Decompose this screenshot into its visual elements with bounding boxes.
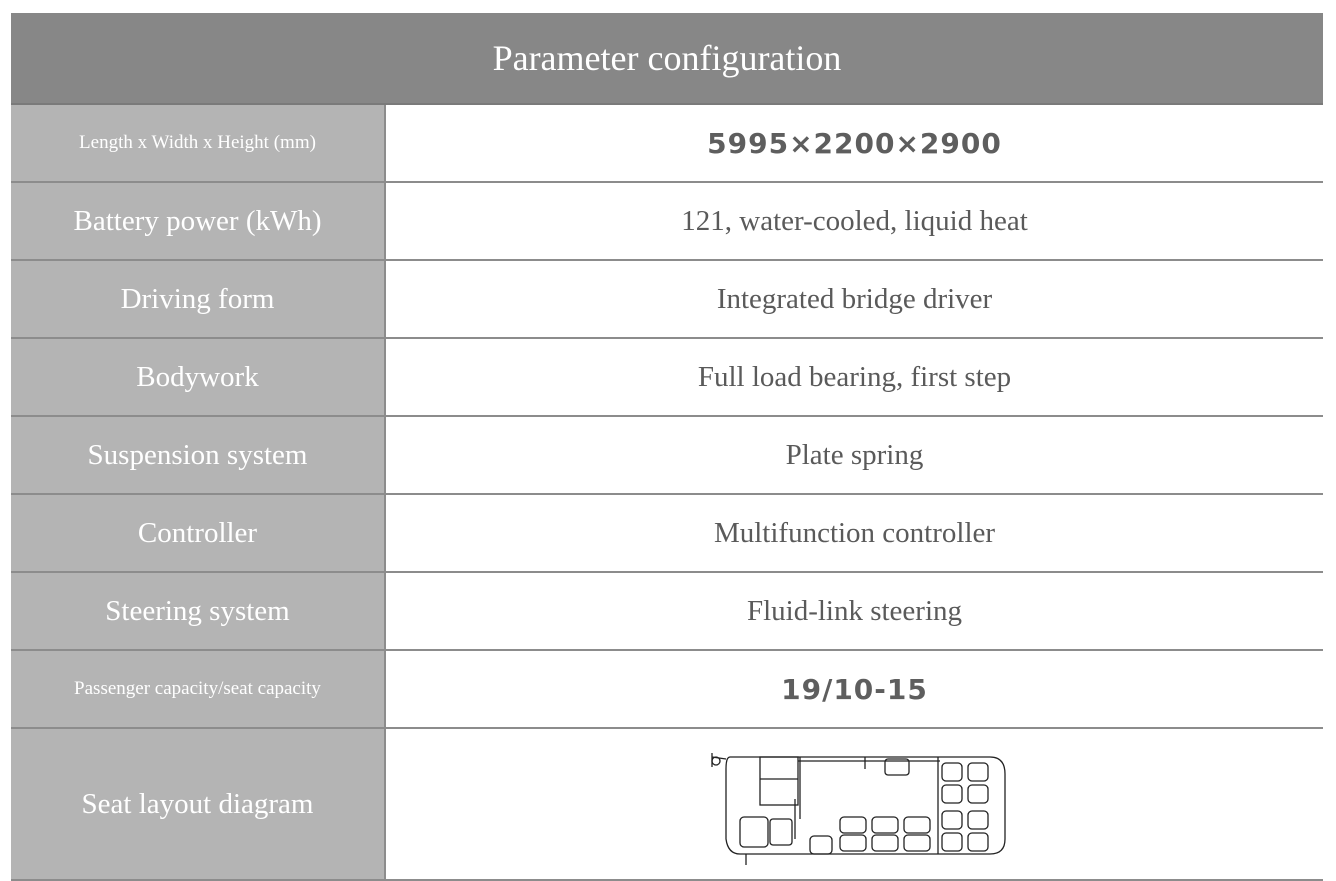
row-label-dimensions: Length x Width x Height (mm) xyxy=(11,105,386,181)
table-title: Parameter configuration xyxy=(11,13,1323,105)
table-row xyxy=(11,105,1323,183)
row-value-driving-form: Integrated bridge driver xyxy=(386,261,1323,337)
row-label-driving-form: Driving form xyxy=(11,261,386,337)
row-value-dimensions: 5995×2200×2900 xyxy=(386,105,1323,181)
row-value-battery: 121, water-cooled, liquid heat xyxy=(386,183,1323,259)
table-row xyxy=(11,495,1323,573)
seat-layout-diagram xyxy=(700,739,1010,869)
row-label-capacity: Passenger capacity/seat capacity xyxy=(11,651,386,727)
table-row xyxy=(11,183,1323,261)
row-value-controller: Multifunction controller xyxy=(386,495,1323,571)
seat-layout-cell xyxy=(386,729,1323,879)
table-row xyxy=(11,339,1323,417)
row-label-battery: Battery power (kWh) xyxy=(11,183,386,259)
row-label-controller: Controller xyxy=(11,495,386,571)
row-value-capacity: 19/10-15 xyxy=(386,651,1323,727)
table-row xyxy=(11,651,1323,729)
row-label-seat-layout: Seat layout diagram xyxy=(11,729,386,879)
row-value-steering: Fluid-link steering xyxy=(386,573,1323,649)
table-row xyxy=(11,261,1323,339)
row-value-bodywork: Full load bearing, first step xyxy=(386,339,1323,415)
row-value-suspension: Plate spring xyxy=(386,417,1323,493)
table-row xyxy=(11,417,1323,495)
row-label-bodywork: Bodywork xyxy=(11,339,386,415)
table-row xyxy=(11,573,1323,651)
row-label-steering: Steering system xyxy=(11,573,386,649)
table-row xyxy=(11,729,1323,881)
parameter-table xyxy=(11,13,1323,881)
row-label-suspension: Suspension system xyxy=(11,417,386,493)
